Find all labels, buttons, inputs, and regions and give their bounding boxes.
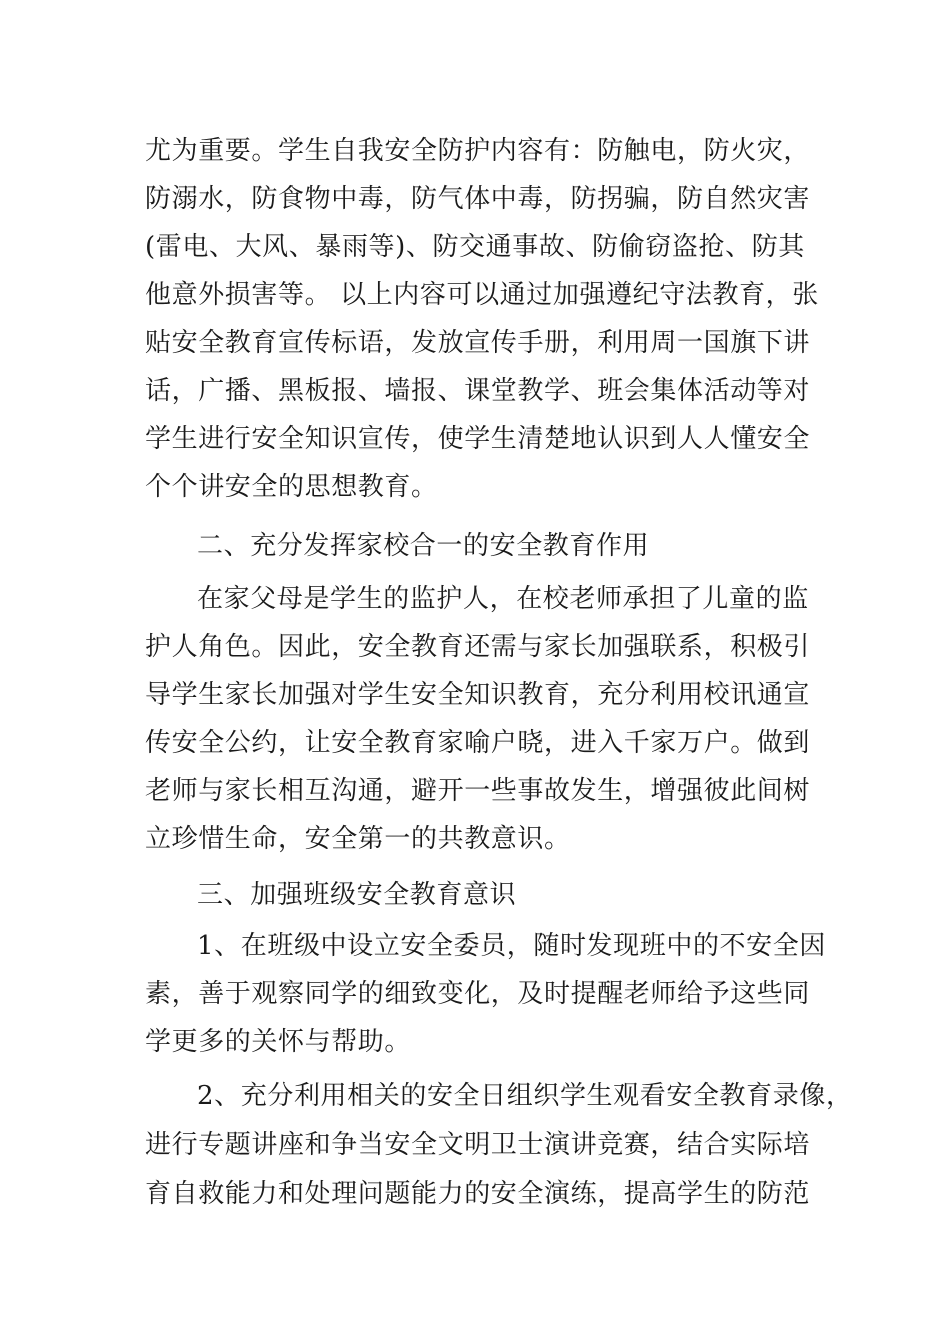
text-line: (雷电、大风、暴雨等)、防交通事故、防偷窃盗抢、防其 [145,232,805,262]
text-line: 防溺水，防食物中毒，防气体中毒，防拐骗，防自然灾害 [145,184,811,214]
text-line: 学更多的关怀与帮助。 [145,1027,412,1057]
text-line: 学生进行安全知识宣传，使学生清楚地认识到人人懂安全 [145,424,811,454]
text-line: 话，广播、黑板报、墙报、课堂教学、班会集体活动等对 [145,376,811,406]
text-line: 老师与家长相互沟通，避开一些事故发生，增强彼此间树 [145,776,811,806]
section-heading: 三、加强班级安全教育意识 [197,880,517,910]
text-line: 他意外损害等。 以上内容可以通过加强遵纪守法教育，张 [145,280,819,310]
text-line: 贴安全教育宣传标语，发放宣传手册，利用周一国旗下讲 [145,328,811,358]
text-line: 个个讲安全的思想教育。 [145,472,438,502]
text-line: 育自救能力和处理问题能力的安全演练，提高学生的防范 [145,1179,811,1209]
text-line: 导学生家长加强对学生安全知识教育，充分利用校讯通宣 [145,680,811,710]
text-line: 尤为重要。学生自我安全防护内容有：防触电，防火灾， [145,136,811,166]
text-line: 1、在班级中设立安全委员，随时发现班中的不安全因 [197,931,826,961]
text-line: 在家父母是学生的监护人，在校老师承担了儿童的监 [197,584,809,614]
section-heading: 二、充分发挥家校合一的安全教育作用 [197,531,650,561]
text-line: 素，善于观察同学的细致变化，及时提醒老师给予这些同 [145,979,811,1009]
text-line: 进行专题讲座和争当安全文明卫士演讲竞赛，结合实际培 [145,1130,811,1160]
text-line: 护人角色。因此，安全教育还需与家长加强联系，积极引 [145,632,811,662]
text-line: 传安全公约，让安全教育家喻户晓，进入千家万户。做到 [145,728,811,758]
text-line: 2、充分利用相关的安全日组织学生观看安全教育录像， [197,1081,853,1111]
text-line: 立珍惜生命，安全第一的共教意识。 [145,824,571,854]
